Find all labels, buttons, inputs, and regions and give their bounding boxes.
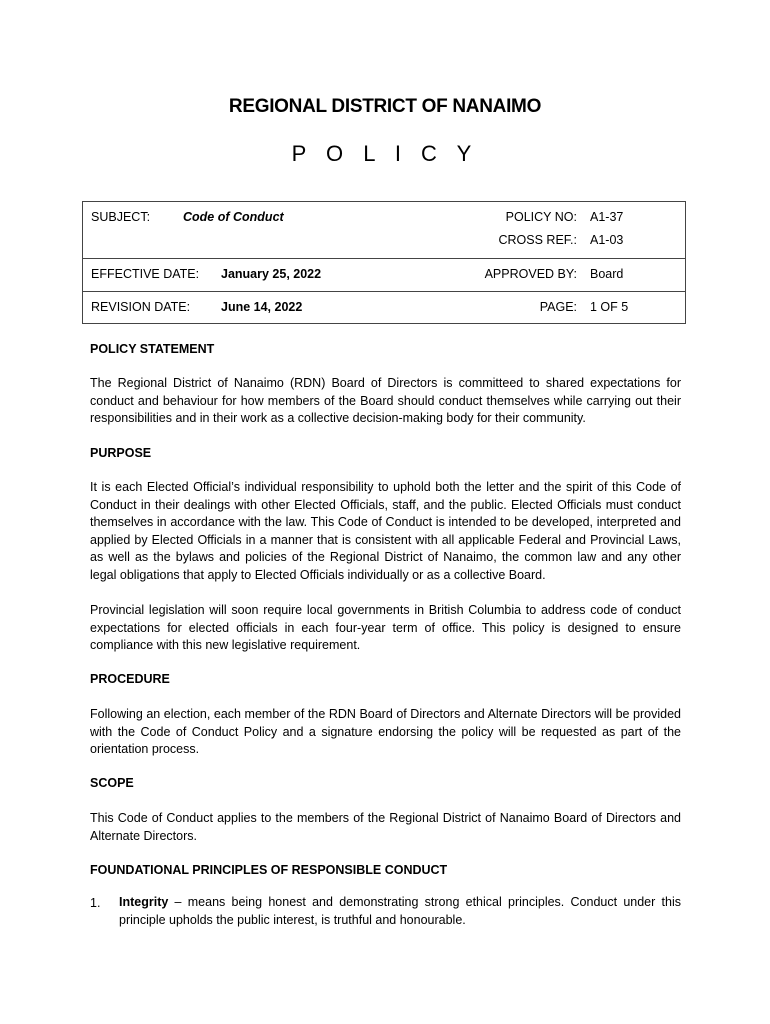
principle-number: 1. xyxy=(90,896,101,910)
approved-by-label: APPROVED BY: xyxy=(484,267,577,281)
info-row-subject xyxy=(83,202,685,259)
page-label: PAGE: xyxy=(539,300,577,314)
subject-value: Code of Conduct xyxy=(183,210,284,224)
info-row-revision xyxy=(83,291,685,324)
policy-statement-text: The Regional District of Nanaimo (RDN) Board of Directors is committeed to shared expectations for conduct and behaviour for how members of the Board should conduct themselves while carrying out their responsibilities and in their work as a collective decision-making body for their community. xyxy=(90,376,681,426)
principles-heading: FOUNDATIONAL PRINCIPLES OF RESPONSIBLE CONDUCT xyxy=(90,863,448,877)
purpose-text-1: It is each Elected Official’s individual responsibility to uphold both the letter and the spirit of this Code of Conduct in their dealings with other Elected Officials, staff, and the public. Elected Officials must conduct themselves in accordance with the law. This Code of Conduct is intended to be developed, interpreted and applied by Elected Officials in a manner that is consistent with all applicable Federal and Provincial Laws, as well as the bylaws and policies of the Regional District of Nanaimo, the common law and any other legal obligations that apply to Elected Officials individually or as a collective Board. xyxy=(90,480,681,582)
cross-ref-value: A1-03 xyxy=(590,233,624,247)
policy-no-label: POLICY NO: xyxy=(505,210,577,224)
page-value: 1 OF 5 xyxy=(590,300,629,314)
effective-date-value: January 25, 2022 xyxy=(221,267,322,281)
scope-text: This Code of Conduct applies to the members of the Regional District of Nanaimo Board of Directors and Alternate Directors. xyxy=(90,811,681,843)
document-type: P O L I C Y xyxy=(291,141,479,166)
purpose-text-2: Provincial legislation will soon require local governments in British Columbia to address code of conduct expectations for elected officials in each four-year term of office. This policy is designed to ensure compliance with this new legislative requirement. xyxy=(90,603,681,653)
procedure-heading: PROCEDURE xyxy=(90,672,170,686)
policy-info-table xyxy=(82,201,686,324)
organization-title: REGIONAL DISTRICT OF NANAIMO xyxy=(228,96,542,117)
policy-no-value: A1-37 xyxy=(590,210,624,224)
effective-date-label: EFFECTIVE DATE: xyxy=(91,267,200,281)
procedure-text: Following an election, each member of the RDN Board of Directors and Alternate Directors will be provided with the Code of Conduct Policy and a signature endorsing the policy will be requested as part of the orientation process. xyxy=(90,707,681,757)
principle-term: Integrity xyxy=(119,895,169,909)
approved-by-value: Board xyxy=(590,267,624,281)
revision-date-label: REVISION DATE: xyxy=(91,300,191,314)
scope-heading: SCOPE xyxy=(90,776,134,790)
cross-ref-label: CROSS REF.: xyxy=(498,233,577,247)
policy-statement-heading: POLICY STATEMENT xyxy=(90,342,215,356)
principle-item xyxy=(119,894,681,929)
revision-date-value: June 14, 2022 xyxy=(221,300,303,314)
info-row-effective xyxy=(83,258,685,292)
purpose-heading: PURPOSE xyxy=(90,446,152,460)
principle-text: – means being honest and demonstrating strong ethical principles. Conduct under this principle upholds the public interest, is truthful and honourable. xyxy=(119,895,681,927)
subject-label: SUBJECT: xyxy=(91,210,151,224)
